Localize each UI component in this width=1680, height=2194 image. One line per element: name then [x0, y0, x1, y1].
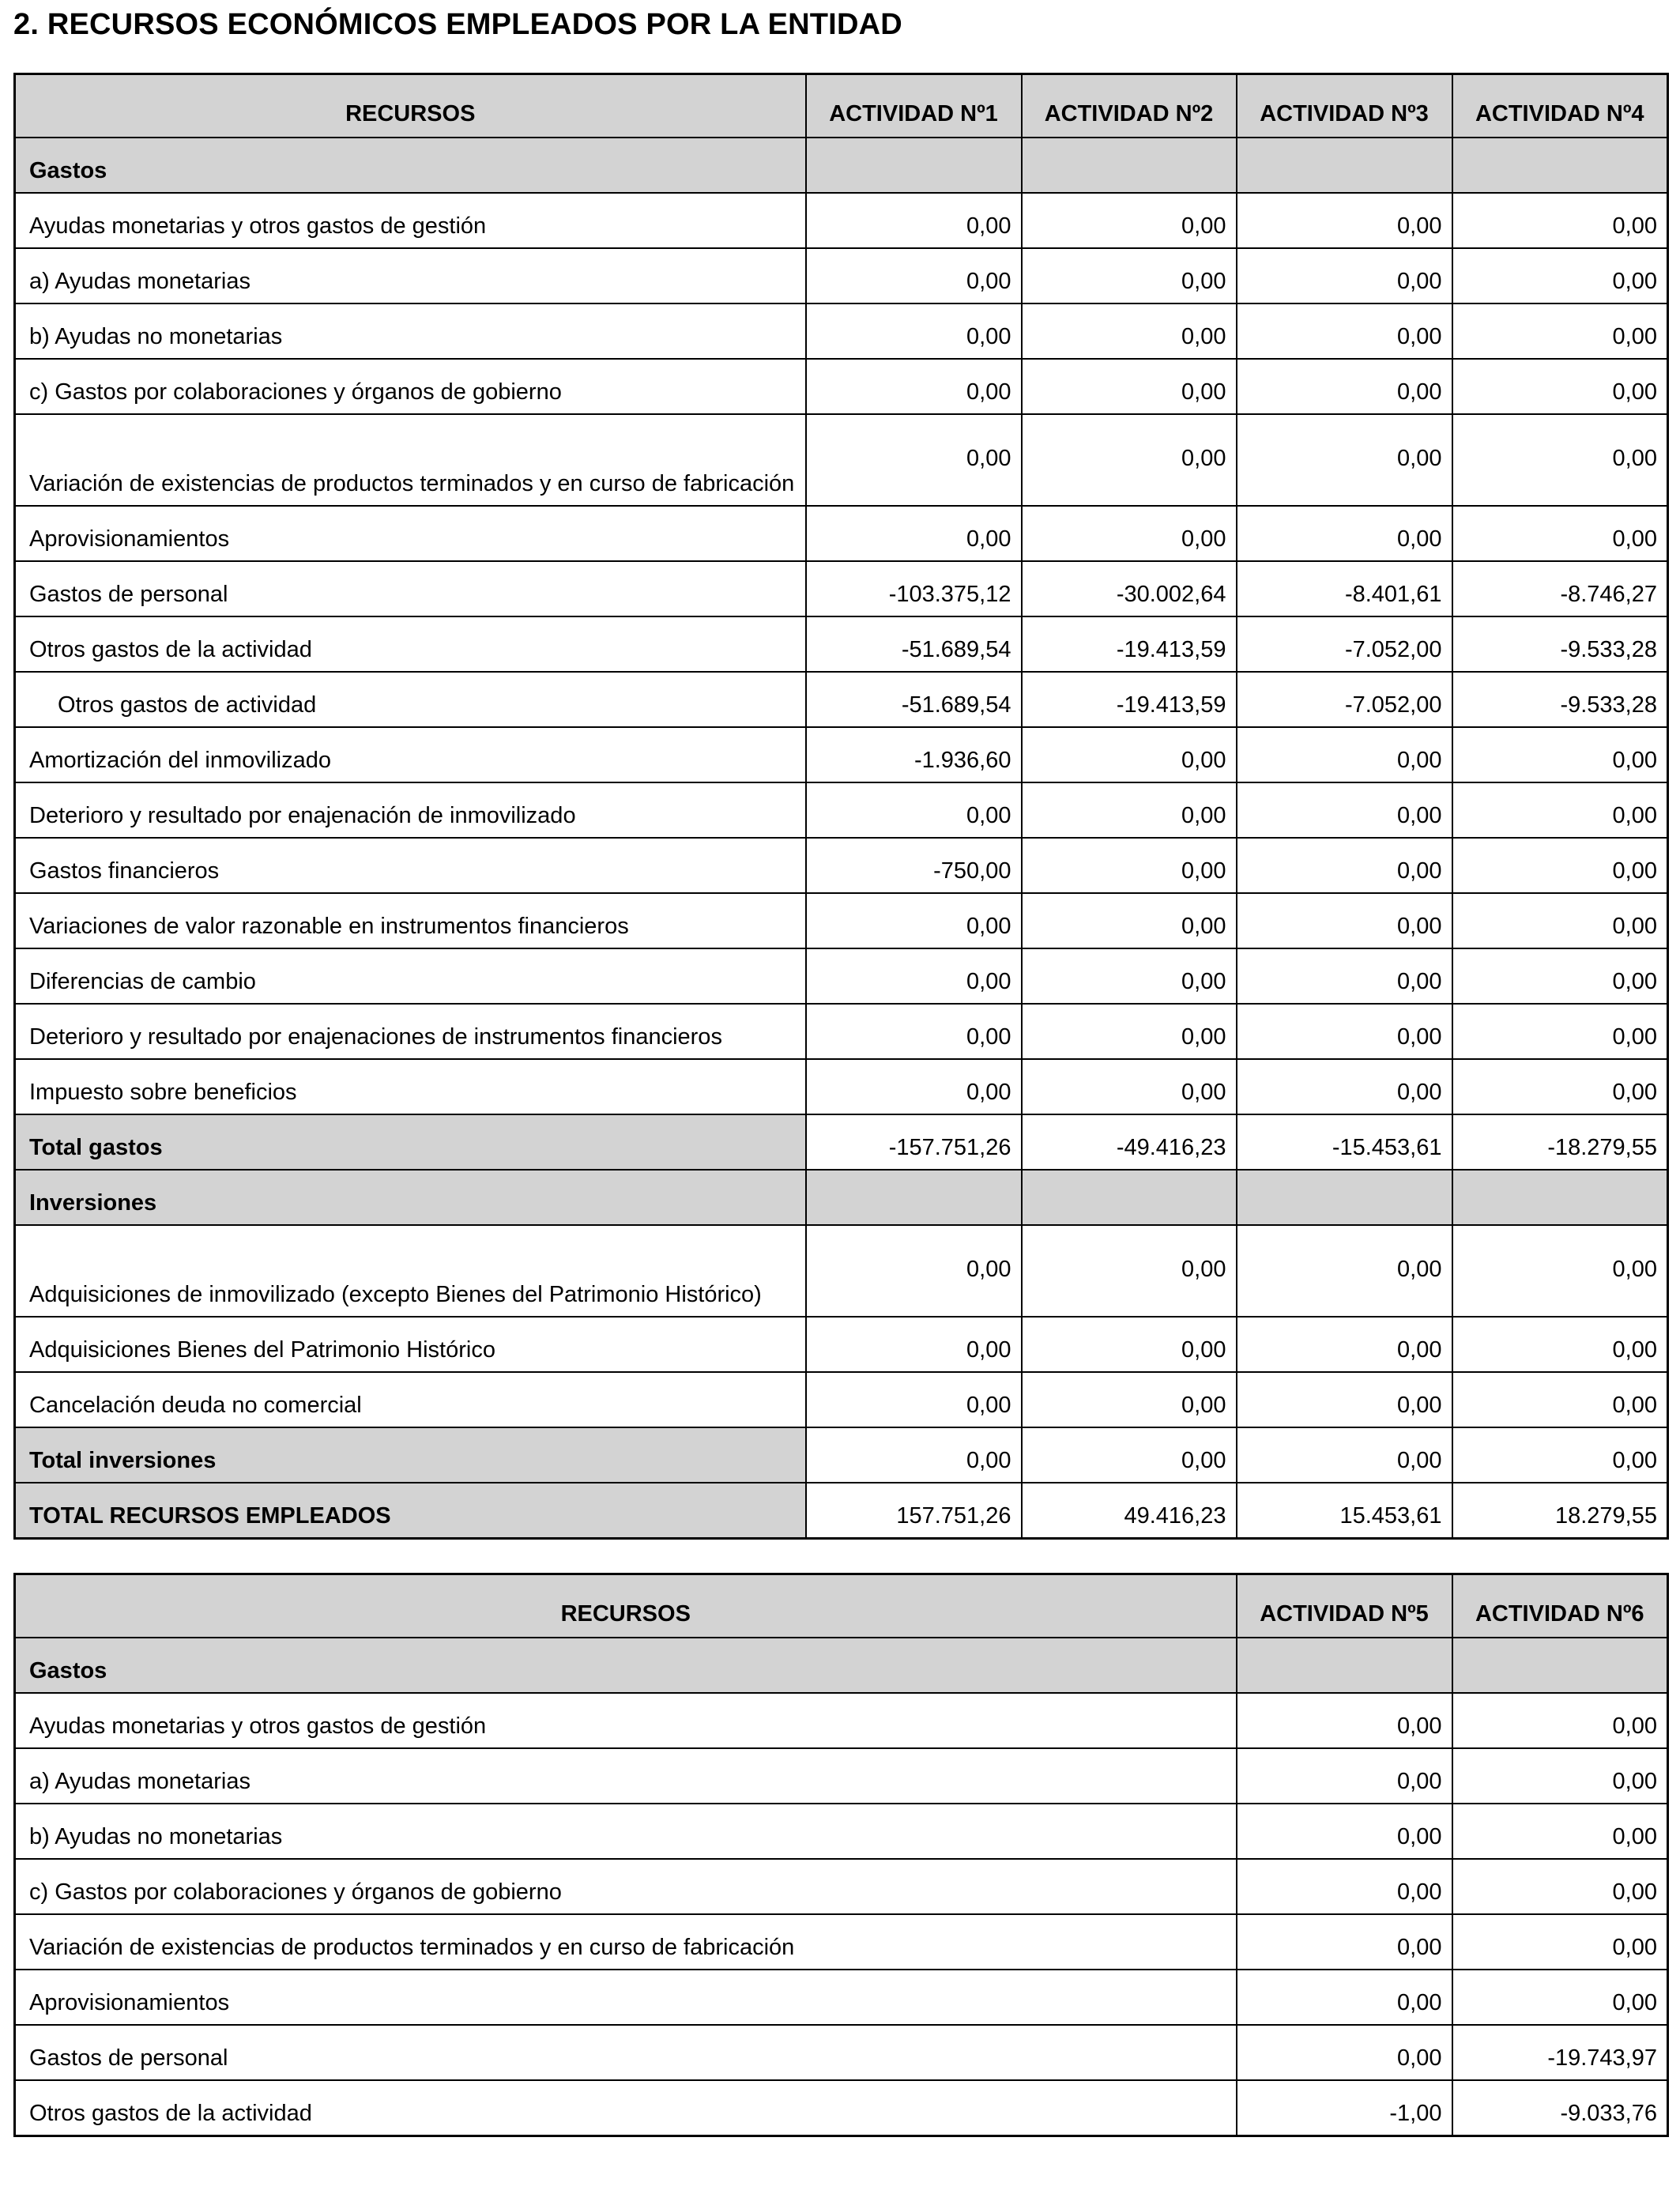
- cell-value: 0,00: [1237, 1059, 1452, 1114]
- cell-value: -7.052,00: [1237, 616, 1452, 672]
- table-row: [15, 672, 1668, 727]
- cell-value: 0,00: [1452, 1059, 1668, 1114]
- table-row: [15, 1970, 1668, 2025]
- row-label: Gastos financieros: [15, 838, 806, 893]
- cell-value: -49.416,23: [1022, 1114, 1237, 1170]
- row-label: Variación de existencias de productos terminados y en curso de fabricación: [15, 1914, 1237, 1970]
- cell-value: 0,00: [1237, 838, 1452, 893]
- resources-table-activities-1-4: [13, 73, 1669, 1540]
- table-row: [15, 1372, 1668, 1427]
- cell-value: 0,00: [1022, 1372, 1237, 1427]
- cell-value: 0,00: [1022, 248, 1237, 303]
- row-label: Gastos de personal: [15, 2025, 1237, 2080]
- cell-value: 0,00: [806, 1317, 1022, 1372]
- table-row: [15, 782, 1668, 838]
- cell-value: 0,00: [1237, 782, 1452, 838]
- cell-value: 0,00: [1022, 359, 1237, 414]
- cell-value: -9.033,76: [1452, 2080, 1668, 2136]
- cell-value: 0,00: [1452, 193, 1668, 248]
- cell-value: 0,00: [1452, 893, 1668, 948]
- table-row: [15, 1004, 1668, 1059]
- cell-value: [1452, 138, 1668, 193]
- cell-value: 0,00: [1237, 1427, 1452, 1483]
- table-row: [15, 948, 1668, 1004]
- cell-value: 0,00: [1452, 506, 1668, 561]
- column-header-actividad-4: ACTIVIDAD Nº4: [1452, 74, 1668, 138]
- table-header-row: [15, 1574, 1668, 1638]
- table-row: [15, 248, 1668, 303]
- row-label: Amortización del inmovilizado: [15, 727, 806, 782]
- total-row-recursos-empleados: [15, 1483, 1668, 1539]
- row-label: Otros gastos de la actividad: [15, 2080, 1237, 2136]
- cell-value: 0,00: [1022, 414, 1237, 506]
- total-row-gastos: [15, 1114, 1668, 1170]
- cell-value: 0,00: [806, 1225, 1022, 1317]
- cell-value: -8.746,27: [1452, 561, 1668, 616]
- table-row: [15, 2025, 1668, 2080]
- cell-value: 0,00: [1452, 1427, 1668, 1483]
- cell-value: 0,00: [1022, 1427, 1237, 1483]
- cell-value: -7.052,00: [1237, 672, 1452, 727]
- total-row-inversiones: [15, 1427, 1668, 1483]
- table-row: [15, 1059, 1668, 1114]
- column-header-actividad-2: ACTIVIDAD Nº2: [1022, 74, 1237, 138]
- cell-value: 15.453,61: [1237, 1483, 1452, 1539]
- row-label: Otros gastos de actividad: [15, 672, 806, 727]
- cell-value: 0,00: [1022, 782, 1237, 838]
- cell-value: 0,00: [1022, 1059, 1237, 1114]
- section-row-gastos: [15, 1638, 1668, 1693]
- cell-value: 0,00: [806, 303, 1022, 359]
- cell-value: 0,00: [806, 359, 1022, 414]
- cell-value: 0,00: [1452, 1804, 1668, 1859]
- cell-value: [806, 138, 1022, 193]
- cell-value: 0,00: [1237, 359, 1452, 414]
- cell-value: 0,00: [1022, 838, 1237, 893]
- cell-value: [1237, 1638, 1452, 1693]
- row-label: Ayudas monetarias y otros gastos de gestión: [15, 1693, 1237, 1748]
- cell-value: 0,00: [1237, 1693, 1452, 1748]
- cell-value: 0,00: [806, 1004, 1022, 1059]
- row-label: Impuesto sobre beneficios: [15, 1059, 806, 1114]
- row-label: TOTAL RECURSOS EMPLEADOS: [15, 1483, 806, 1539]
- section-row-inversiones: [15, 1170, 1668, 1225]
- table-row: [15, 1748, 1668, 1804]
- table-row: [15, 893, 1668, 948]
- cell-value: 0,00: [1022, 303, 1237, 359]
- row-label: Adquisiciones de inmovilizado (excepto Bienes del Patrimonio Histórico): [15, 1225, 806, 1317]
- cell-value: 0,00: [806, 193, 1022, 248]
- cell-value: -18.279,55: [1452, 1114, 1668, 1170]
- cell-value: -19.413,59: [1022, 616, 1237, 672]
- cell-value: [1237, 138, 1452, 193]
- cell-value: 0,00: [1237, 248, 1452, 303]
- column-header-recursos: RECURSOS: [15, 1574, 1237, 1638]
- cell-value: 0,00: [1452, 1317, 1668, 1372]
- cell-value: -51.689,54: [806, 672, 1022, 727]
- cell-value: 0,00: [1022, 948, 1237, 1004]
- cell-value: 0,00: [1022, 893, 1237, 948]
- table-row: [15, 359, 1668, 414]
- table-row: [15, 193, 1668, 248]
- cell-value: -19.413,59: [1022, 672, 1237, 727]
- cell-value: -30.002,64: [1022, 561, 1237, 616]
- cell-value: 0,00: [1452, 1859, 1668, 1914]
- cell-value: 0,00: [1237, 1317, 1452, 1372]
- table-header-row: [15, 74, 1668, 138]
- row-label: Variaciones de valor razonable en instrumentos financieros: [15, 893, 806, 948]
- row-label: Otros gastos de la actividad: [15, 616, 806, 672]
- cell-value: 0,00: [1237, 1748, 1452, 1804]
- cell-value: 0,00: [1452, 1748, 1668, 1804]
- cell-value: 0,00: [1452, 1372, 1668, 1427]
- table-row: [15, 303, 1668, 359]
- cell-value: 0,00: [806, 893, 1022, 948]
- cell-value: 0,00: [1237, 506, 1452, 561]
- cell-value: 18.279,55: [1452, 1483, 1668, 1539]
- cell-value: -1.936,60: [806, 727, 1022, 782]
- cell-value: 0,00: [806, 1372, 1022, 1427]
- cell-value: -15.453,61: [1237, 1114, 1452, 1170]
- section-row-gastos: [15, 138, 1668, 193]
- row-label: Aprovisionamientos: [15, 1970, 1237, 2025]
- row-label: Variación de existencias de productos terminados y en curso de fabricación: [15, 414, 806, 506]
- row-label: Diferencias de cambio: [15, 948, 806, 1004]
- column-header-actividad-6: ACTIVIDAD Nº6: [1452, 1574, 1668, 1638]
- cell-value: 0,00: [806, 248, 1022, 303]
- column-header-actividad-1: ACTIVIDAD Nº1: [806, 74, 1022, 138]
- table-row: [15, 1693, 1668, 1748]
- cell-value: 0,00: [806, 506, 1022, 561]
- cell-value: 0,00: [1452, 303, 1668, 359]
- table-row: [15, 1914, 1668, 1970]
- cell-value: 0,00: [1237, 1970, 1452, 2025]
- cell-value: 0,00: [806, 414, 1022, 506]
- cell-value: 0,00: [1237, 1004, 1452, 1059]
- row-label: Aprovisionamientos: [15, 506, 806, 561]
- row-label: Total inversiones: [15, 1427, 806, 1483]
- row-label: Gastos: [15, 1638, 1237, 1693]
- cell-value: 0,00: [806, 948, 1022, 1004]
- cell-value: 0,00: [1452, 359, 1668, 414]
- cell-value: 0,00: [1452, 1914, 1668, 1970]
- cell-value: 0,00: [1452, 1970, 1668, 2025]
- cell-value: 49.416,23: [1022, 1483, 1237, 1539]
- table-row: [15, 561, 1668, 616]
- cell-value: 0,00: [1022, 1317, 1237, 1372]
- cell-value: 0,00: [1237, 948, 1452, 1004]
- cell-value: 0,00: [1452, 414, 1668, 506]
- cell-value: 0,00: [1022, 727, 1237, 782]
- row-label: a) Ayudas monetarias: [15, 1748, 1237, 1804]
- resources-table-activities-5-6: [13, 1573, 1669, 2137]
- table-row: [15, 506, 1668, 561]
- row-label: Gastos: [15, 138, 806, 193]
- column-header-actividad-3: ACTIVIDAD Nº3: [1237, 74, 1452, 138]
- cell-value: 0,00: [1452, 782, 1668, 838]
- row-label: c) Gastos por colaboraciones y órganos de gobierno: [15, 1859, 1237, 1914]
- cell-value: 0,00: [1452, 248, 1668, 303]
- cell-value: -9.533,28: [1452, 616, 1668, 672]
- cell-value: 0,00: [1237, 727, 1452, 782]
- cell-value: -103.375,12: [806, 561, 1022, 616]
- cell-value: 0,00: [1237, 193, 1452, 248]
- cell-value: 0,00: [1022, 1004, 1237, 1059]
- row-label: Total gastos: [15, 1114, 806, 1170]
- row-label: b) Ayudas no monetarias: [15, 303, 806, 359]
- cell-value: 0,00: [806, 1059, 1022, 1114]
- row-label: b) Ayudas no monetarias: [15, 1804, 1237, 1859]
- cell-value: 0,00: [1022, 506, 1237, 561]
- cell-value: 0,00: [1452, 838, 1668, 893]
- cell-value: -51.689,54: [806, 616, 1022, 672]
- table-row: [15, 2080, 1668, 2136]
- cell-value: 0,00: [1237, 893, 1452, 948]
- cell-value: -1,00: [1237, 2080, 1452, 2136]
- cell-value: 0,00: [1452, 727, 1668, 782]
- cell-value: -157.751,26: [806, 1114, 1022, 1170]
- cell-value: -9.533,28: [1452, 672, 1668, 727]
- cell-value: -8.401,61: [1237, 561, 1452, 616]
- cell-value: [1452, 1638, 1668, 1693]
- row-label: c) Gastos por colaboraciones y órganos de gobierno: [15, 359, 806, 414]
- column-header-recursos: RECURSOS: [15, 74, 806, 138]
- cell-value: 0,00: [1022, 1225, 1237, 1317]
- cell-value: 0,00: [1237, 2025, 1452, 2080]
- cell-value: [1022, 1170, 1237, 1225]
- cell-value: 0,00: [1237, 414, 1452, 506]
- row-label: Cancelación deuda no comercial: [15, 1372, 806, 1427]
- cell-value: 0,00: [1452, 1004, 1668, 1059]
- cell-value: 0,00: [1452, 948, 1668, 1004]
- row-label: Deterioro y resultado por enajenación de inmovilizado: [15, 782, 806, 838]
- cell-value: [1452, 1170, 1668, 1225]
- row-label: Adquisiciones Bienes del Patrimonio Histórico: [15, 1317, 806, 1372]
- table-row: [15, 1804, 1668, 1859]
- column-header-actividad-5: ACTIVIDAD Nº5: [1237, 1574, 1452, 1638]
- table-row: [15, 1317, 1668, 1372]
- row-label: Ayudas monetarias y otros gastos de gestión: [15, 193, 806, 248]
- table-row: [15, 838, 1668, 893]
- cell-value: 0,00: [1237, 1914, 1452, 1970]
- cell-value: 0,00: [1237, 303, 1452, 359]
- row-label: Gastos de personal: [15, 561, 806, 616]
- row-label: a) Ayudas monetarias: [15, 248, 806, 303]
- cell-value: [1237, 1170, 1452, 1225]
- cell-value: -750,00: [806, 838, 1022, 893]
- cell-value: 0,00: [806, 782, 1022, 838]
- cell-value: 0,00: [1237, 1859, 1452, 1914]
- page-title: 2. RECURSOS ECONÓMICOS EMPLEADOS POR LA ENTIDAD: [13, 8, 902, 41]
- row-label: Deterioro y resultado por enajenaciones de instrumentos financieros: [15, 1004, 806, 1059]
- cell-value: -19.743,97: [1452, 2025, 1668, 2080]
- table-row: [15, 1225, 1668, 1317]
- cell-value: 0,00: [1452, 1693, 1668, 1748]
- cell-value: 157.751,26: [806, 1483, 1022, 1539]
- cell-value: [1022, 138, 1237, 193]
- cell-value: 0,00: [1237, 1804, 1452, 1859]
- cell-value: 0,00: [1237, 1372, 1452, 1427]
- row-label: Inversiones: [15, 1170, 806, 1225]
- table-row: [15, 727, 1668, 782]
- cell-value: 0,00: [1237, 1225, 1452, 1317]
- cell-value: 0,00: [1452, 1225, 1668, 1317]
- cell-value: 0,00: [1022, 193, 1237, 248]
- table-row: [15, 1859, 1668, 1914]
- cell-value: [806, 1170, 1022, 1225]
- table-row: [15, 616, 1668, 672]
- table-row: [15, 414, 1668, 506]
- cell-value: 0,00: [806, 1427, 1022, 1483]
